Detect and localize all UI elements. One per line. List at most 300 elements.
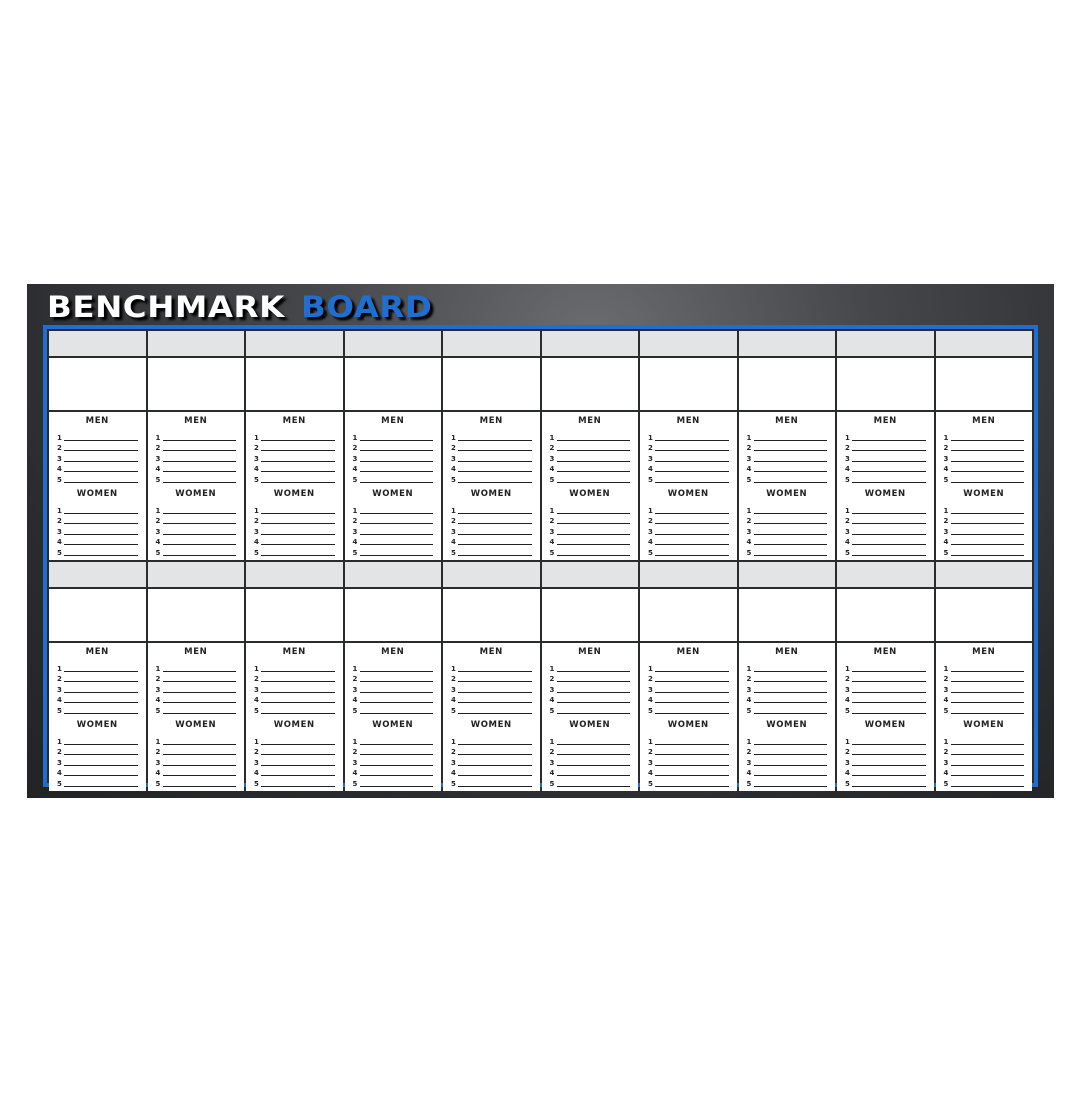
men-rank-entry[interactable] — [550, 683, 631, 694]
men-rank-entry[interactable] — [747, 473, 828, 484]
women-rank-entry[interactable] — [550, 515, 631, 526]
workout-description-cell[interactable] — [936, 589, 1033, 641]
write-in-line[interactable] — [64, 754, 138, 755]
write-in-line[interactable] — [754, 555, 828, 556]
women-rank-entry[interactable] — [550, 546, 631, 557]
write-in-line[interactable] — [754, 534, 828, 535]
write-in-line[interactable] — [458, 523, 532, 524]
workout-description-cell[interactable] — [936, 358, 1033, 410]
men-rank-entry[interactable] — [944, 452, 1025, 463]
write-in-line[interactable] — [557, 786, 631, 787]
write-in-line[interactable] — [754, 544, 828, 545]
men-rank-entry[interactable] — [648, 452, 729, 463]
write-in-line[interactable] — [458, 754, 532, 755]
women-rank-entry[interactable] — [57, 756, 138, 767]
write-in-line[interactable] — [557, 544, 631, 545]
women-rank-entry[interactable] — [648, 515, 729, 526]
men-rank-entry[interactable] — [550, 442, 631, 453]
write-in-line[interactable] — [557, 713, 631, 714]
women-rank-entry[interactable] — [451, 504, 532, 515]
write-in-line[interactable] — [163, 765, 237, 766]
women-rank-entry[interactable] — [845, 756, 926, 767]
write-in-line[interactable] — [360, 765, 434, 766]
women-rank-entry[interactable] — [648, 767, 729, 778]
men-rank-entry[interactable] — [156, 452, 237, 463]
write-in-line[interactable] — [951, 461, 1025, 462]
workout-name-cell[interactable] — [345, 331, 442, 356]
workout-name-cell[interactable] — [246, 331, 343, 356]
men-rank-entry[interactable] — [845, 452, 926, 463]
women-rank-entry[interactable] — [550, 735, 631, 746]
write-in-line[interactable] — [557, 513, 631, 514]
write-in-line[interactable] — [163, 744, 237, 745]
write-in-line[interactable] — [951, 786, 1025, 787]
write-in-line[interactable] — [754, 713, 828, 714]
women-rank-entry[interactable] — [353, 525, 434, 536]
write-in-line[interactable] — [261, 744, 335, 745]
workout-description-cell[interactable] — [837, 589, 934, 641]
write-in-line[interactable] — [163, 754, 237, 755]
write-in-line[interactable] — [163, 513, 237, 514]
write-in-line[interactable] — [64, 765, 138, 766]
workout-name-cell[interactable] — [640, 562, 737, 587]
write-in-line[interactable] — [655, 555, 729, 556]
write-in-line[interactable] — [163, 786, 237, 787]
write-in-line[interactable] — [261, 765, 335, 766]
write-in-line[interactable] — [852, 692, 926, 693]
write-in-line[interactable] — [458, 786, 532, 787]
men-rank-entry[interactable] — [747, 431, 828, 442]
write-in-line[interactable] — [360, 482, 434, 483]
men-rank-entry[interactable] — [254, 442, 335, 453]
men-rank-entry[interactable] — [451, 442, 532, 453]
write-in-line[interactable] — [458, 765, 532, 766]
women-rank-entry[interactable] — [944, 504, 1025, 515]
workout-name-cell[interactable] — [148, 562, 245, 587]
women-rank-entry[interactable] — [845, 504, 926, 515]
men-rank-entry[interactable] — [550, 431, 631, 442]
men-rank-entry[interactable] — [747, 683, 828, 694]
women-rank-entry[interactable] — [648, 504, 729, 515]
women-rank-entry[interactable] — [550, 767, 631, 778]
women-rank-entry[interactable] — [944, 536, 1025, 547]
write-in-line[interactable] — [458, 461, 532, 462]
women-rank-entry[interactable] — [254, 735, 335, 746]
women-rank-entry[interactable] — [944, 777, 1025, 788]
write-in-line[interactable] — [458, 482, 532, 483]
write-in-line[interactable] — [64, 681, 138, 682]
write-in-line[interactable] — [557, 450, 631, 451]
workout-description-cell[interactable] — [49, 589, 146, 641]
men-rank-entry[interactable] — [353, 662, 434, 673]
write-in-line[interactable] — [951, 523, 1025, 524]
write-in-line[interactable] — [557, 775, 631, 776]
women-rank-entry[interactable] — [648, 546, 729, 557]
write-in-line[interactable] — [360, 702, 434, 703]
workout-description-cell[interactable] — [148, 589, 245, 641]
men-rank-entry[interactable] — [353, 442, 434, 453]
write-in-line[interactable] — [261, 671, 335, 672]
workout-name-cell[interactable] — [49, 562, 146, 587]
write-in-line[interactable] — [261, 440, 335, 441]
write-in-line[interactable] — [64, 461, 138, 462]
men-rank-entry[interactable] — [550, 463, 631, 474]
women-rank-entry[interactable] — [944, 735, 1025, 746]
write-in-line[interactable] — [655, 461, 729, 462]
write-in-line[interactable] — [655, 534, 729, 535]
write-in-line[interactable] — [261, 681, 335, 682]
workout-description-cell[interactable] — [640, 589, 737, 641]
women-rank-entry[interactable] — [747, 756, 828, 767]
men-rank-entry[interactable] — [156, 694, 237, 705]
men-rank-entry[interactable] — [845, 463, 926, 474]
women-rank-entry[interactable] — [156, 515, 237, 526]
write-in-line[interactable] — [951, 450, 1025, 451]
write-in-line[interactable] — [64, 713, 138, 714]
write-in-line[interactable] — [852, 523, 926, 524]
write-in-line[interactable] — [261, 786, 335, 787]
workout-name-cell[interactable] — [148, 331, 245, 356]
write-in-line[interactable] — [557, 754, 631, 755]
men-rank-entry[interactable] — [648, 431, 729, 442]
women-rank-entry[interactable] — [451, 746, 532, 757]
write-in-line[interactable] — [655, 702, 729, 703]
write-in-line[interactable] — [557, 534, 631, 535]
workout-description-cell[interactable] — [246, 589, 343, 641]
women-rank-entry[interactable] — [254, 504, 335, 515]
write-in-line[interactable] — [754, 671, 828, 672]
women-rank-entry[interactable] — [254, 536, 335, 547]
women-rank-entry[interactable] — [353, 777, 434, 788]
women-rank-entry[interactable] — [747, 536, 828, 547]
write-in-line[interactable] — [261, 754, 335, 755]
women-rank-entry[interactable] — [747, 746, 828, 757]
men-rank-entry[interactable] — [353, 704, 434, 715]
write-in-line[interactable] — [852, 775, 926, 776]
men-rank-entry[interactable] — [845, 694, 926, 705]
write-in-line[interactable] — [852, 713, 926, 714]
men-rank-entry[interactable] — [156, 431, 237, 442]
write-in-line[interactable] — [852, 482, 926, 483]
write-in-line[interactable] — [852, 671, 926, 672]
women-rank-entry[interactable] — [747, 767, 828, 778]
men-rank-entry[interactable] — [550, 673, 631, 684]
men-rank-entry[interactable] — [156, 704, 237, 715]
women-rank-entry[interactable] — [944, 746, 1025, 757]
write-in-line[interactable] — [655, 786, 729, 787]
write-in-line[interactable] — [852, 765, 926, 766]
women-rank-entry[interactable] — [648, 756, 729, 767]
write-in-line[interactable] — [655, 713, 729, 714]
write-in-line[interactable] — [261, 775, 335, 776]
workout-description-cell[interactable] — [443, 589, 540, 641]
women-rank-entry[interactable] — [451, 546, 532, 557]
women-rank-entry[interactable] — [550, 777, 631, 788]
write-in-line[interactable] — [557, 471, 631, 472]
write-in-line[interactable] — [951, 555, 1025, 556]
women-rank-entry[interactable] — [57, 546, 138, 557]
men-rank-entry[interactable] — [353, 683, 434, 694]
write-in-line[interactable] — [261, 544, 335, 545]
write-in-line[interactable] — [852, 450, 926, 451]
write-in-line[interactable] — [163, 523, 237, 524]
write-in-line[interactable] — [261, 450, 335, 451]
men-rank-entry[interactable] — [451, 662, 532, 673]
write-in-line[interactable] — [64, 534, 138, 535]
write-in-line[interactable] — [458, 534, 532, 535]
write-in-line[interactable] — [458, 713, 532, 714]
write-in-line[interactable] — [655, 523, 729, 524]
women-rank-entry[interactable] — [747, 504, 828, 515]
men-rank-entry[interactable] — [57, 452, 138, 463]
write-in-line[interactable] — [163, 534, 237, 535]
write-in-line[interactable] — [557, 681, 631, 682]
women-rank-entry[interactable] — [353, 515, 434, 526]
write-in-line[interactable] — [557, 482, 631, 483]
women-rank-entry[interactable] — [747, 525, 828, 536]
men-rank-entry[interactable] — [550, 473, 631, 484]
women-rank-entry[interactable] — [451, 525, 532, 536]
workout-name-cell[interactable] — [542, 331, 639, 356]
write-in-line[interactable] — [557, 671, 631, 672]
workout-name-cell[interactable] — [837, 331, 934, 356]
women-rank-entry[interactable] — [254, 746, 335, 757]
write-in-line[interactable] — [458, 440, 532, 441]
women-rank-entry[interactable] — [845, 525, 926, 536]
men-rank-entry[interactable] — [944, 431, 1025, 442]
write-in-line[interactable] — [163, 681, 237, 682]
write-in-line[interactable] — [261, 702, 335, 703]
men-rank-entry[interactable] — [57, 442, 138, 453]
men-rank-entry[interactable] — [156, 673, 237, 684]
workout-description-cell[interactable] — [49, 358, 146, 410]
workout-name-cell[interactable] — [443, 562, 540, 587]
write-in-line[interactable] — [360, 544, 434, 545]
men-rank-entry[interactable] — [57, 463, 138, 474]
workout-description-cell[interactable] — [246, 358, 343, 410]
write-in-line[interactable] — [951, 671, 1025, 672]
write-in-line[interactable] — [64, 702, 138, 703]
workout-description-cell[interactable] — [345, 358, 442, 410]
write-in-line[interactable] — [655, 671, 729, 672]
write-in-line[interactable] — [754, 681, 828, 682]
men-rank-entry[interactable] — [254, 662, 335, 673]
write-in-line[interactable] — [754, 523, 828, 524]
workout-name-cell[interactable] — [640, 331, 737, 356]
women-rank-entry[interactable] — [57, 735, 138, 746]
workout-description-cell[interactable] — [739, 589, 836, 641]
women-rank-entry[interactable] — [353, 546, 434, 557]
men-rank-entry[interactable] — [747, 694, 828, 705]
men-rank-entry[interactable] — [57, 673, 138, 684]
women-rank-entry[interactable] — [57, 746, 138, 757]
women-rank-entry[interactable] — [353, 767, 434, 778]
women-rank-entry[interactable] — [254, 546, 335, 557]
workout-name-cell[interactable] — [837, 562, 934, 587]
workout-name-cell[interactable] — [443, 331, 540, 356]
men-rank-entry[interactable] — [648, 463, 729, 474]
write-in-line[interactable] — [64, 440, 138, 441]
men-rank-entry[interactable] — [57, 683, 138, 694]
men-rank-entry[interactable] — [944, 473, 1025, 484]
women-rank-entry[interactable] — [550, 536, 631, 547]
men-rank-entry[interactable] — [944, 442, 1025, 453]
write-in-line[interactable] — [655, 692, 729, 693]
write-in-line[interactable] — [64, 450, 138, 451]
women-rank-entry[interactable] — [944, 546, 1025, 557]
men-rank-entry[interactable] — [845, 683, 926, 694]
write-in-line[interactable] — [64, 744, 138, 745]
women-rank-entry[interactable] — [845, 767, 926, 778]
women-rank-entry[interactable] — [648, 525, 729, 536]
write-in-line[interactable] — [163, 702, 237, 703]
write-in-line[interactable] — [557, 461, 631, 462]
women-rank-entry[interactable] — [254, 756, 335, 767]
men-rank-entry[interactable] — [550, 662, 631, 673]
write-in-line[interactable] — [360, 754, 434, 755]
women-rank-entry[interactable] — [550, 746, 631, 757]
write-in-line[interactable] — [852, 744, 926, 745]
write-in-line[interactable] — [360, 713, 434, 714]
workout-description-cell[interactable] — [542, 358, 639, 410]
men-rank-entry[interactable] — [747, 442, 828, 453]
write-in-line[interactable] — [458, 692, 532, 693]
write-in-line[interactable] — [655, 471, 729, 472]
men-rank-entry[interactable] — [845, 662, 926, 673]
write-in-line[interactable] — [64, 692, 138, 693]
write-in-line[interactable] — [557, 440, 631, 441]
write-in-line[interactable] — [163, 544, 237, 545]
women-rank-entry[interactable] — [254, 777, 335, 788]
write-in-line[interactable] — [951, 692, 1025, 693]
write-in-line[interactable] — [852, 786, 926, 787]
write-in-line[interactable] — [64, 786, 138, 787]
women-rank-entry[interactable] — [254, 767, 335, 778]
workout-name-cell[interactable] — [246, 562, 343, 587]
women-rank-entry[interactable] — [845, 777, 926, 788]
write-in-line[interactable] — [261, 534, 335, 535]
write-in-line[interactable] — [458, 681, 532, 682]
workout-name-cell[interactable] — [739, 331, 836, 356]
men-rank-entry[interactable] — [451, 673, 532, 684]
workout-description-cell[interactable] — [345, 589, 442, 641]
write-in-line[interactable] — [951, 471, 1025, 472]
write-in-line[interactable] — [458, 671, 532, 672]
men-rank-entry[interactable] — [648, 442, 729, 453]
men-rank-entry[interactable] — [156, 473, 237, 484]
write-in-line[interactable] — [754, 765, 828, 766]
write-in-line[interactable] — [852, 534, 926, 535]
men-rank-entry[interactable] — [944, 662, 1025, 673]
write-in-line[interactable] — [754, 692, 828, 693]
women-rank-entry[interactable] — [747, 777, 828, 788]
write-in-line[interactable] — [951, 744, 1025, 745]
men-rank-entry[interactable] — [156, 463, 237, 474]
write-in-line[interactable] — [64, 775, 138, 776]
women-rank-entry[interactable] — [57, 515, 138, 526]
write-in-line[interactable] — [458, 702, 532, 703]
women-rank-entry[interactable] — [550, 756, 631, 767]
men-rank-entry[interactable] — [451, 473, 532, 484]
write-in-line[interactable] — [655, 765, 729, 766]
write-in-line[interactable] — [360, 513, 434, 514]
men-rank-entry[interactable] — [747, 704, 828, 715]
men-rank-entry[interactable] — [845, 704, 926, 715]
women-rank-entry[interactable] — [57, 504, 138, 515]
write-in-line[interactable] — [852, 544, 926, 545]
women-rank-entry[interactable] — [451, 536, 532, 547]
men-rank-entry[interactable] — [353, 694, 434, 705]
write-in-line[interactable] — [163, 671, 237, 672]
men-rank-entry[interactable] — [550, 704, 631, 715]
men-rank-entry[interactable] — [254, 452, 335, 463]
women-rank-entry[interactable] — [845, 536, 926, 547]
write-in-line[interactable] — [360, 534, 434, 535]
men-rank-entry[interactable] — [944, 694, 1025, 705]
workout-name-cell[interactable] — [345, 562, 442, 587]
write-in-line[interactable] — [557, 744, 631, 745]
write-in-line[interactable] — [261, 713, 335, 714]
workout-description-cell[interactable] — [443, 358, 540, 410]
write-in-line[interactable] — [754, 440, 828, 441]
write-in-line[interactable] — [163, 440, 237, 441]
men-rank-entry[interactable] — [254, 694, 335, 705]
write-in-line[interactable] — [655, 513, 729, 514]
write-in-line[interactable] — [163, 775, 237, 776]
workout-description-cell[interactable] — [148, 358, 245, 410]
write-in-line[interactable] — [655, 775, 729, 776]
men-rank-entry[interactable] — [353, 452, 434, 463]
women-rank-entry[interactable] — [747, 735, 828, 746]
write-in-line[interactable] — [951, 775, 1025, 776]
write-in-line[interactable] — [852, 681, 926, 682]
men-rank-entry[interactable] — [451, 431, 532, 442]
write-in-line[interactable] — [754, 450, 828, 451]
write-in-line[interactable] — [655, 440, 729, 441]
write-in-line[interactable] — [754, 775, 828, 776]
men-rank-entry[interactable] — [156, 683, 237, 694]
men-rank-entry[interactable] — [353, 463, 434, 474]
women-rank-entry[interactable] — [156, 746, 237, 757]
men-rank-entry[interactable] — [845, 442, 926, 453]
men-rank-entry[interactable] — [451, 694, 532, 705]
women-rank-entry[interactable] — [451, 767, 532, 778]
women-rank-entry[interactable] — [550, 525, 631, 536]
write-in-line[interactable] — [360, 775, 434, 776]
women-rank-entry[interactable] — [747, 546, 828, 557]
women-rank-entry[interactable] — [550, 504, 631, 515]
write-in-line[interactable] — [557, 523, 631, 524]
men-rank-entry[interactable] — [845, 673, 926, 684]
men-rank-entry[interactable] — [747, 662, 828, 673]
write-in-line[interactable] — [852, 461, 926, 462]
write-in-line[interactable] — [360, 692, 434, 693]
write-in-line[interactable] — [261, 555, 335, 556]
men-rank-entry[interactable] — [648, 704, 729, 715]
write-in-line[interactable] — [360, 786, 434, 787]
men-rank-entry[interactable] — [451, 463, 532, 474]
men-rank-entry[interactable] — [57, 473, 138, 484]
women-rank-entry[interactable] — [353, 746, 434, 757]
write-in-line[interactable] — [852, 555, 926, 556]
men-rank-entry[interactable] — [747, 452, 828, 463]
write-in-line[interactable] — [64, 671, 138, 672]
women-rank-entry[interactable] — [254, 515, 335, 526]
write-in-line[interactable] — [64, 513, 138, 514]
men-rank-entry[interactable] — [747, 463, 828, 474]
men-rank-entry[interactable] — [648, 473, 729, 484]
men-rank-entry[interactable] — [353, 431, 434, 442]
